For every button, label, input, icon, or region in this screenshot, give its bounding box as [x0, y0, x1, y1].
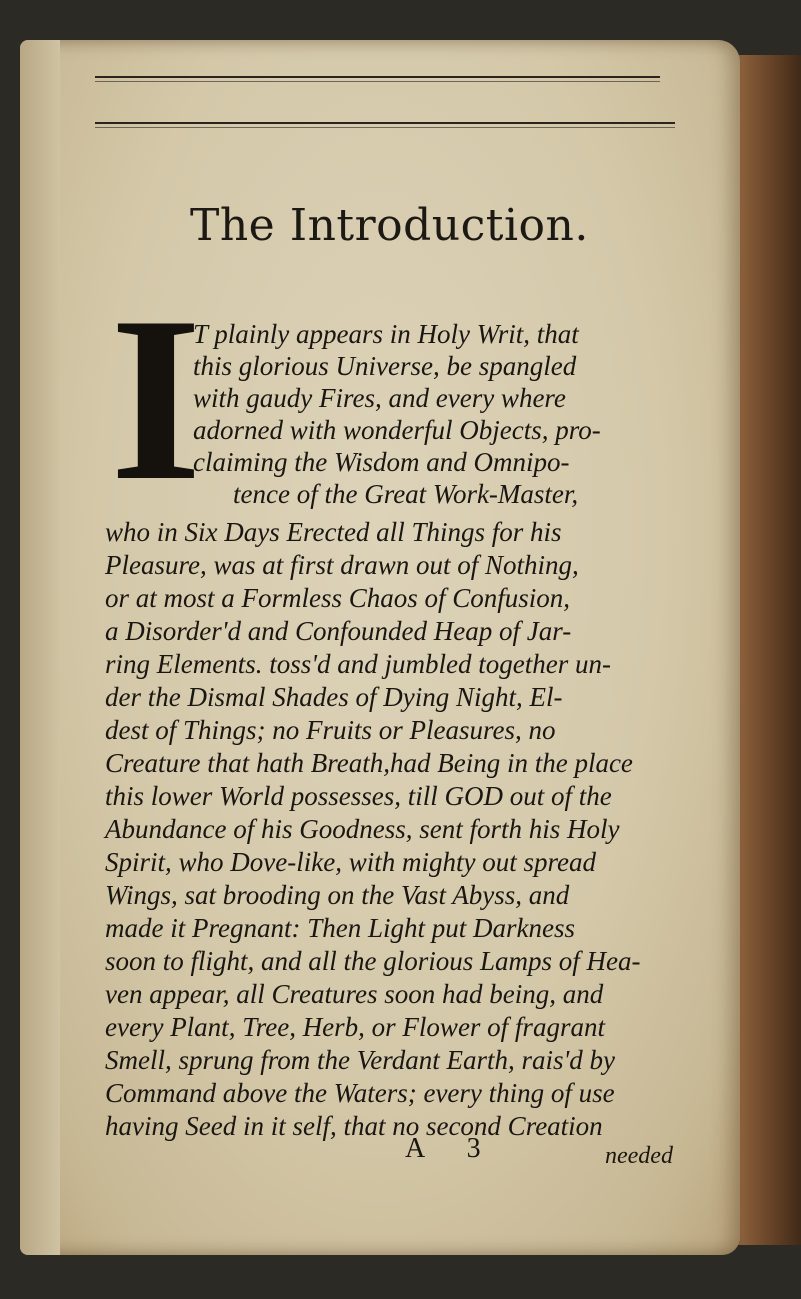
- signature-mark: A 3: [405, 1133, 499, 1164]
- text-line: having Seed in it self, that no second Creation: [105, 1111, 603, 1141]
- text-line: adorned with wonderful Objects, pro-: [193, 415, 601, 445]
- text-line: or at most a Formless Chaos of Confusion,: [105, 583, 571, 613]
- text-line: every Plant, Tree, Herb, or Flower of fragrant: [105, 1012, 605, 1042]
- text-line: a Disorder'd and Confounded Heap of Jar-: [105, 616, 572, 646]
- text-line: who in Six Days Erected all Things for his: [105, 517, 562, 547]
- page-gutter: [20, 40, 60, 1255]
- text-line: Spirit, who Dove-like, with mighty out spread: [105, 847, 596, 877]
- text-line: claiming the Wisdom and Omnipo-: [193, 447, 570, 477]
- text-line: tence of the Great Work-Master,: [233, 479, 579, 509]
- header-rule: [95, 122, 675, 124]
- text-line: made it Pregnant: Then Light put Darkness: [105, 913, 575, 943]
- text-line: Creature that hath Breath,had Being in the place: [105, 748, 633, 778]
- text-line: soon to flight, and all the glorious Lamps of Hea-: [105, 946, 641, 976]
- drop-cap: I: [110, 269, 202, 530]
- text-line: dest of Things; no Fruits or Pleasures, no: [105, 715, 556, 745]
- text-line: with gaudy Fires, and every where: [193, 383, 566, 413]
- page-title: The Introduction.: [190, 200, 589, 251]
- text-line: ring Elements. toss'd and jumbled together un-: [105, 649, 611, 679]
- text-line: T plainly appears in Holy Writ, that: [193, 319, 579, 349]
- text-line: Command above the Waters; every thing of use: [105, 1078, 615, 1108]
- text-line: Pleasure, was at first drawn out of Nothing,: [105, 550, 579, 580]
- top-rule-thin: [95, 81, 660, 82]
- catchword: needed: [605, 1143, 673, 1169]
- top-rule: [95, 76, 660, 78]
- text-line: der the Dismal Shades of Dying Night, El-: [105, 682, 563, 712]
- text-line: this lower World possesses, till GOD out of the: [105, 781, 612, 811]
- header-rule-thin: [95, 127, 675, 128]
- text-line: Abundance of his Goodness, sent forth his Holy: [105, 814, 620, 844]
- text-line: ven appear, all Creatures soon had being, and: [105, 979, 604, 1009]
- text-line: Smell, sprung from the Verdant Earth, rais'd by: [105, 1045, 616, 1075]
- text-line: this glorious Universe, be spangled: [193, 351, 577, 381]
- text-line: Wings, sat brooding on the Vast Abyss, and: [105, 880, 570, 910]
